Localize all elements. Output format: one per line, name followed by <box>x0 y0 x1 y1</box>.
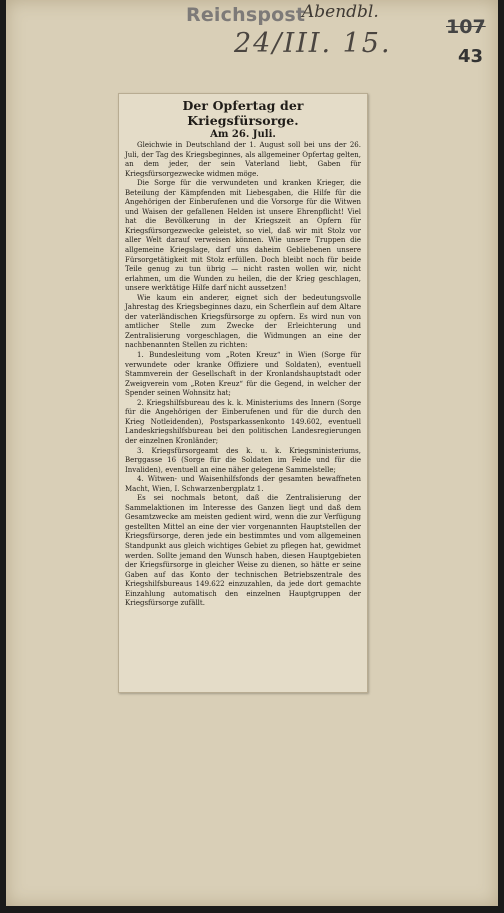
handwritten-date: 24/III. 15. <box>234 28 392 59</box>
archive-sheet <box>6 0 498 906</box>
article-list-item-4: 4. Witwen- und Waisenhilfsfonds der gesamten bewaffneten Macht, Wien, I. Schwarzenbergplatz 1. <box>125 475 361 493</box>
newspaper-clipping <box>118 93 368 693</box>
article-list-item-2: 2. Kriegshilfsbureau des k. k. Ministeriums des Innern (Sorge für die Angehörigen der Einberufenen und für die durch den Krieg Notleidenden), Postsparkassenkonto 149.602, eventuell Landeskriegshilfsbureau bei den politischen Landesregierungen der einzelnen Kronländer; <box>125 398 361 445</box>
article-paragraph-1: Gleichwie in Deutschland der 1. August soll bei uns der 26. Juli, der Tag des Kriegsbeginnes, als allgemeiner Opfertag gelten, an dem jeder, der sein Vaterland liebt, Gaben für Kriegsfürsorgezwecke widmen möge. <box>125 141 361 178</box>
article-list-item-3: 3. Kriegsfürsorgeamt des k. u. k. Kriegsministeriums, Berggasse 16 (Sorge für die Soldaten im Felde und für die Invaliden), eventuell an eine näher gelegene Sammelstelle; <box>125 446 361 474</box>
article-title: Der Opfertag der Kriegsfürsorge. <box>182 98 304 128</box>
article-date: Am 26. Juli. <box>210 129 276 140</box>
article-list-item-1: 1. Bundesleitung vom „Roten Kreuz“ in Wien (Sorge für verwundete oder kranke Offiziere und Soldaten), eventuell Stammverein der Gesellschaft in der Kronlandshauptstadt oder Zweigverein vom „Roten Kreuz“ für die Gegend, in welcher der Spender seinen Wohnsitz hat; <box>125 351 361 398</box>
article-paragraph-2: Die Sorge für die verwundeten und kranken Krieger, die Beteilung der Kämpfenden mit Liebesgaben, die Hilfe für die Angehörigen der Einberufenen und die Vorsorge für die Witwen und Waisen der gefallenen Helden ist unsere Ehrenpflicht! Viel hat die Bevölkerung in der Kriegszeit an Opfern für Kriegsfürsorgezwecke geleistet, so viel, daß wir mit Stolz vor aller Welt darauf verweisen können. Wie unsere Truppen die allgemeine Kriegslage, darf uns daheim Gebliebenen unsere Fürsorgetätigkeit mit Stolz erfüllen. Doch bleibt noch für beide Teile genug zu tun übrig — nicht rasten wollen wir, nicht erlahmen, um die Wunden zu heilen, die der Krieg geschlagen, unsere werktätige Hilfe darf nicht aussetzen! <box>125 179 361 293</box>
article-paragraph-3: Wie kaum ein anderer, eignet sich der bedeutungsvolle Jahrestag des Kriegsbeginnes dazu, ein Scherflein auf dem Altare der vaterländischen Kriegsfürsorge zu opfern. Es wird nun von amtlicher Stelle zum Zwecke der Erleichterung und Zentralisierung vorgeschlagen, die Widmungen an eine der nachbenannten Stellen zu richten: <box>125 293 361 350</box>
page-number: 43 <box>458 46 484 67</box>
handwritten-edition-note: Abendbl. <box>302 2 379 22</box>
newspaper-source-stamp: Reichspost <box>186 4 306 26</box>
article-paragraph-4: Es sei nochmals betont, daß die Zentralisierung der Sammelaktionen im Interesse des Ganzen liegt und daß dem Gesamtzwecke am meisten gedient wird, wenn die zur Verfügung gestellten Mittel an eine der vier vorgenannten Hauptstellen der Kriegsfürsorge, deren jede ein bestimmtes und vom allgemeinen Standpunkt aus gleich wichtiges Gebiet zu pflegen hat, gewidmet werden. Sollte jemand den Wunsch haben, diesen Hauptgebieten der Kriegsfürsorge in gleicher Weise zu dienen, so hätte er seine Gaben auf das Konto der technischen Betriebszentrale des Kriegshilfsbureaus 149.622 einzuzahlen, da jede dort gemachte Einzahlung automatisch den einzelnen Hauptgruppen der Kriegsfürsorge zufällt. <box>125 494 361 608</box>
struck-page-number: 107 <box>446 16 486 38</box>
